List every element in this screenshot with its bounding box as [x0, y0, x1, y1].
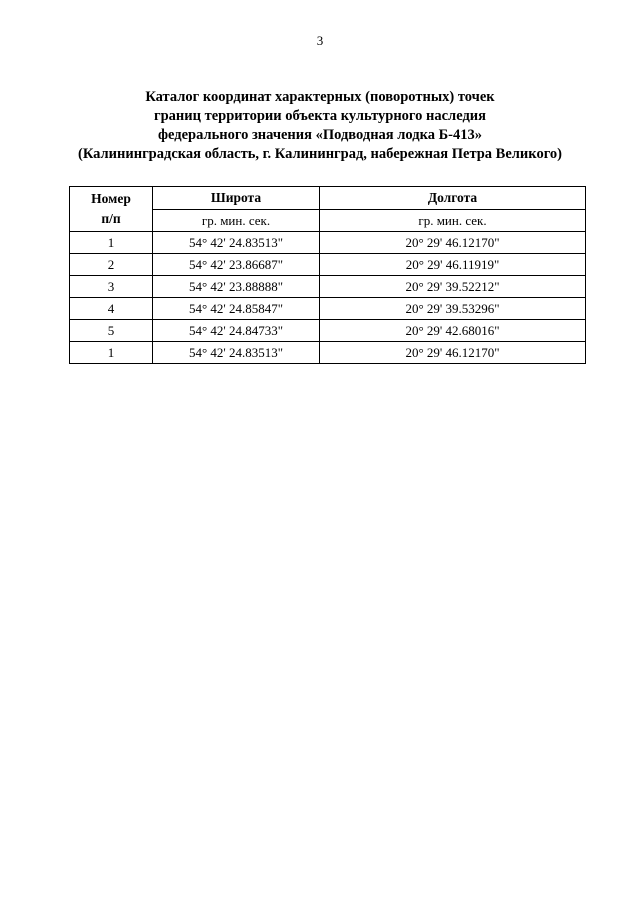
header-latitude: Широта — [153, 187, 320, 210]
row-latitude: 54° 42' 24.83513" — [153, 232, 320, 254]
row-longitude: 20° 29' 42.68016" — [320, 320, 586, 342]
title-line-4: (Калининградская область, г. Калининград, набережная Петра Великого) — [78, 146, 562, 162]
page-number: 3 — [316, 33, 324, 48]
header-number-line2: п/п — [101, 211, 121, 226]
row-number: 2 — [70, 254, 153, 276]
table-row — [70, 320, 586, 342]
row-latitude: 54° 42' 24.83513" — [153, 342, 320, 364]
header-number — [70, 187, 153, 232]
row-latitude: 54° 42' 24.85847" — [153, 298, 320, 320]
table-header-row — [70, 187, 586, 210]
row-longitude: 20° 29' 39.53296" — [320, 298, 586, 320]
title-line-3: федерального значения «Подводная лодка Б-413» — [157, 127, 483, 143]
row-longitude: 20° 29' 46.12170" — [320, 342, 586, 364]
row-longitude: 20° 29' 39.52212" — [320, 276, 586, 298]
row-longitude: 20° 29' 46.12170" — [320, 232, 586, 254]
row-longitude: 20° 29' 46.11919" — [320, 254, 586, 276]
row-latitude: 54° 42' 23.88888" — [153, 276, 320, 298]
units-latitude: гр. мин. сек. — [153, 210, 320, 232]
row-number: 5 — [70, 320, 153, 342]
units-longitude: гр. мин. сек. — [320, 210, 586, 232]
row-number: 1 — [70, 232, 153, 254]
row-latitude: 54° 42' 24.84733" — [153, 320, 320, 342]
row-number: 4 — [70, 298, 153, 320]
header-longitude: Долгота — [320, 187, 586, 210]
title-line-1: Каталог координат характерных (поворотных) точек — [145, 89, 495, 105]
row-number: 3 — [70, 276, 153, 298]
table-row — [70, 298, 586, 320]
table-row — [70, 232, 586, 254]
table-row — [70, 276, 586, 298]
header-number-line1: Номер — [91, 191, 131, 206]
table-row — [70, 342, 586, 364]
table-row — [70, 254, 586, 276]
document-title — [0, 88, 640, 164]
coordinates-table — [69, 186, 586, 364]
title-line-2: границ территории объекта культурного наследия — [154, 108, 486, 124]
row-latitude: 54° 42' 23.86687" — [153, 254, 320, 276]
row-number: 1 — [70, 342, 153, 364]
